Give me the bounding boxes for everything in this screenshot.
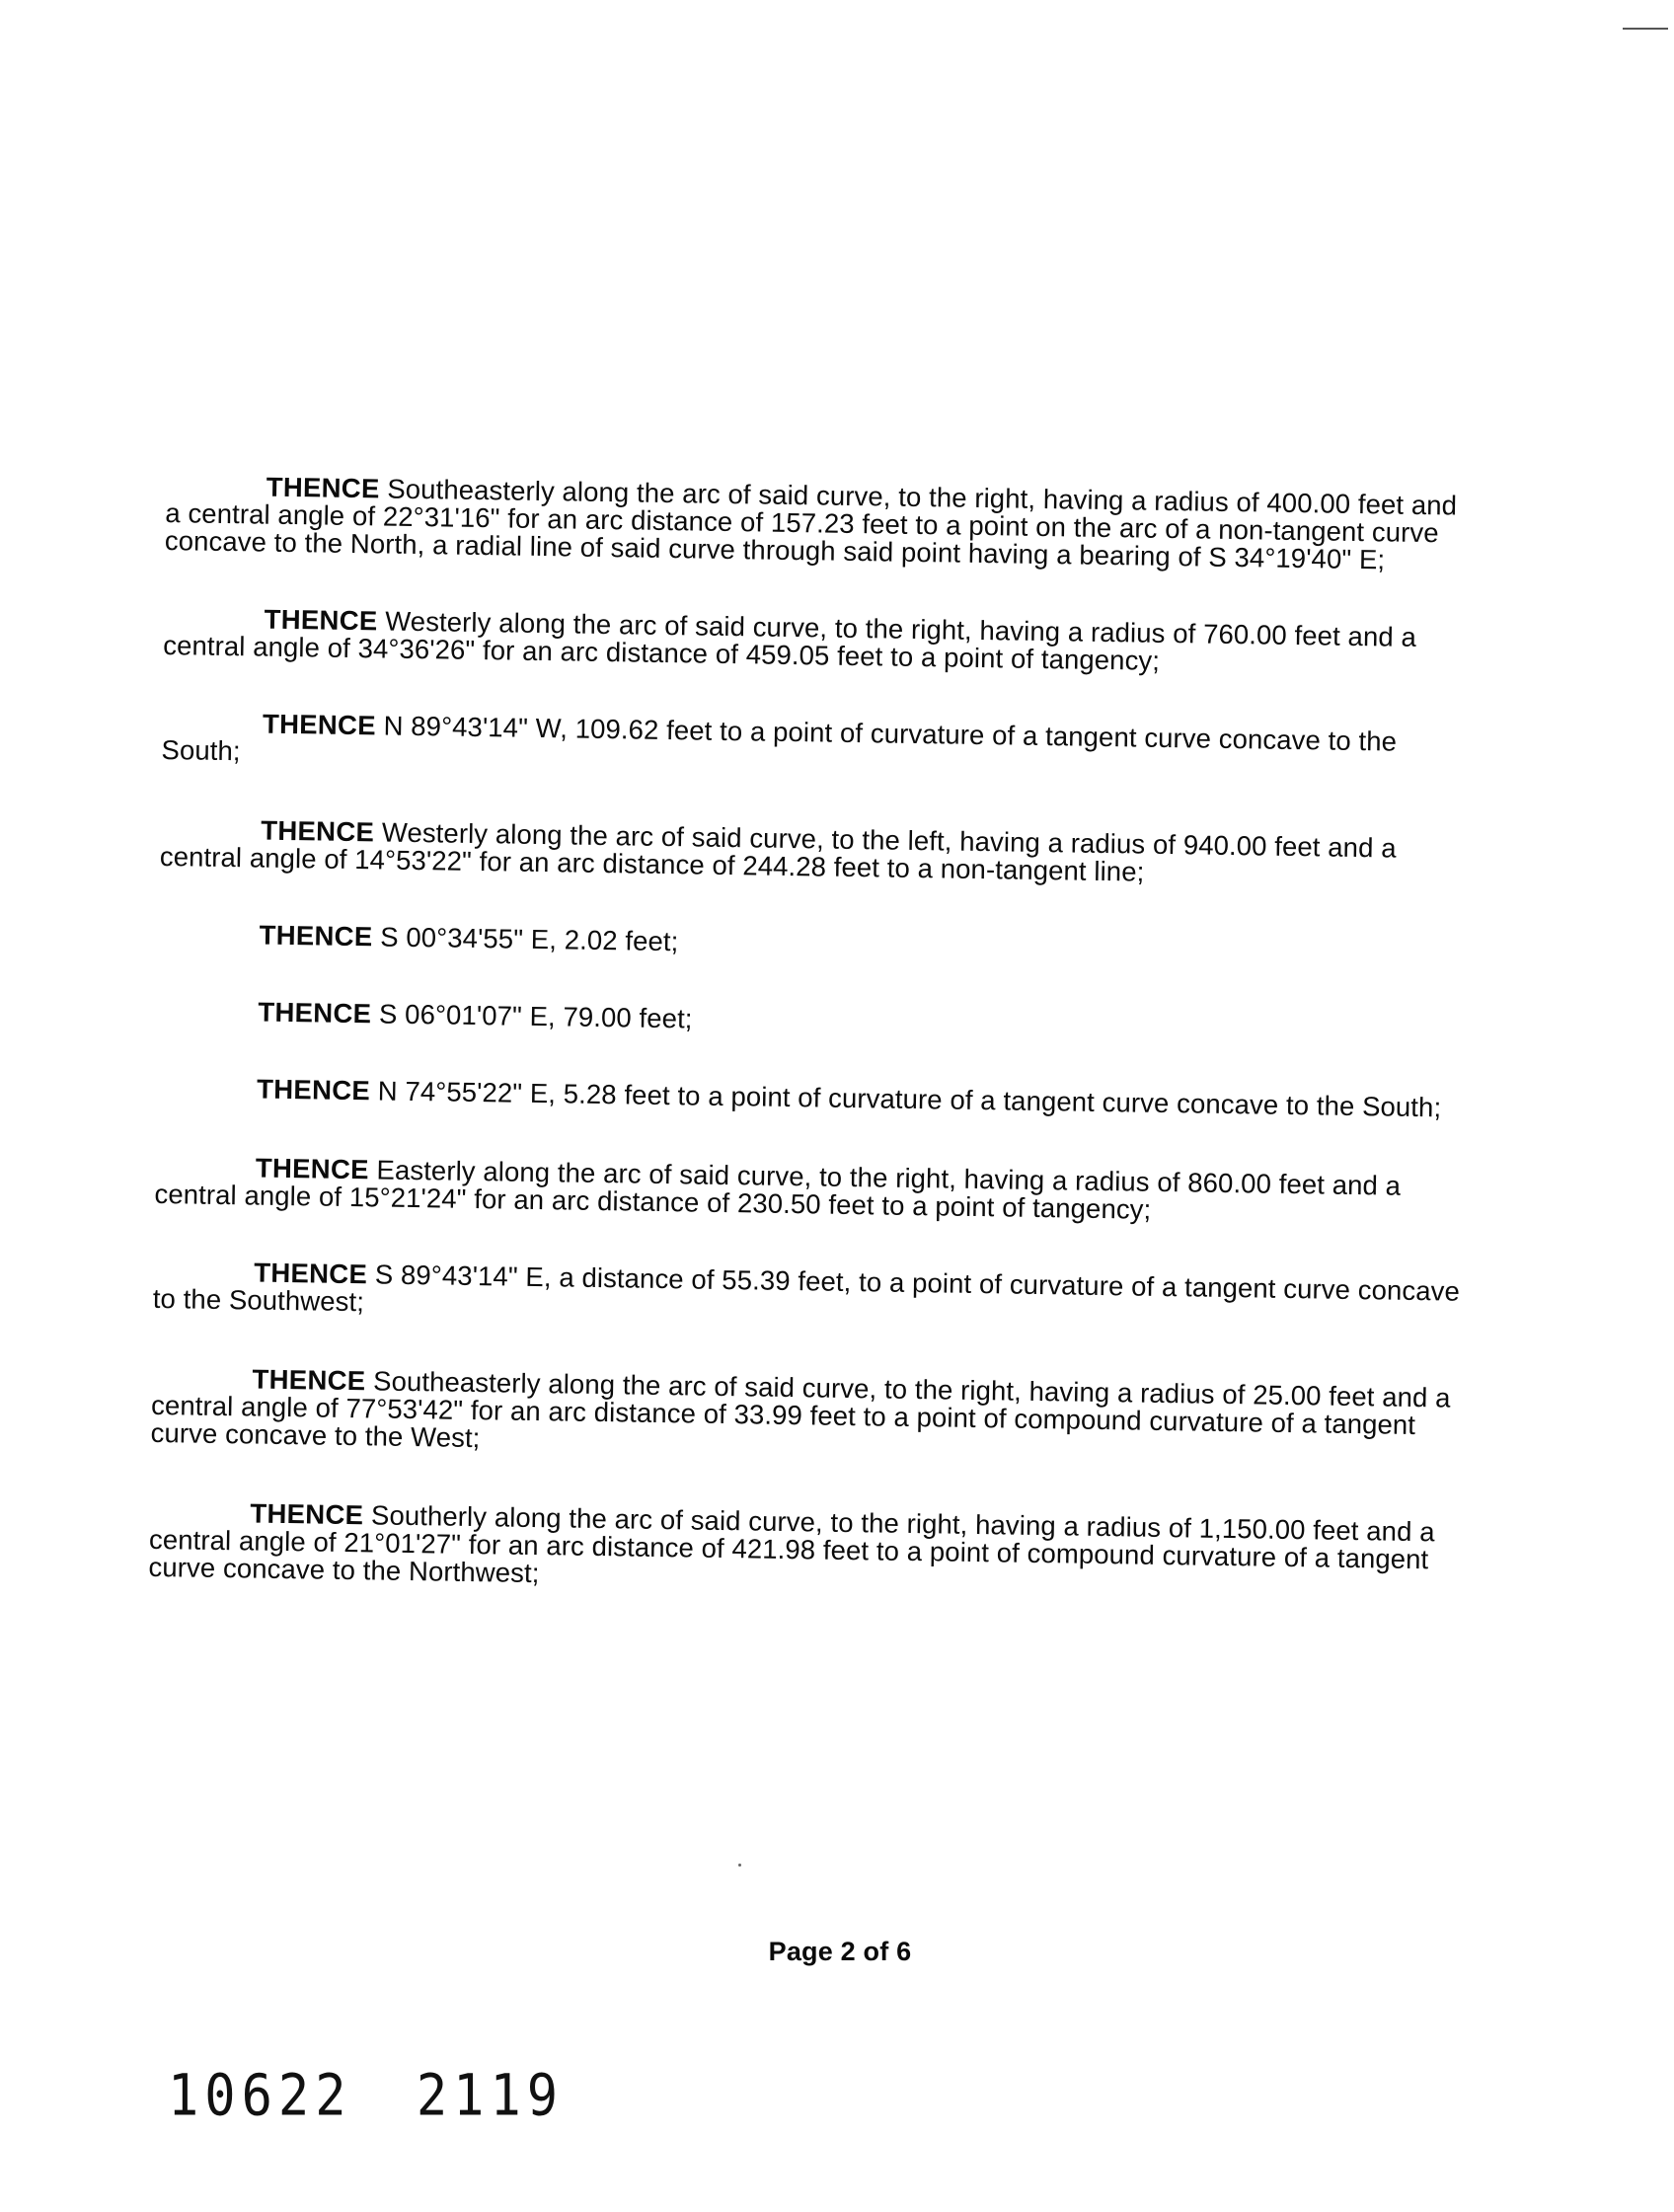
paragraph-text: Westerly along the arc of said curve, to the right, having a radius of 760.00 feet and a central angle of 34°36'26" for an arc distance of 459.05 feet to a point of tangency; [162,605,1417,676]
paragraph-2 [163,604,1471,680]
paragraph-text: Southeasterly along the arc of said curve, to the right, having a radius of 25.00 feet and a central angle of 77°53'42" for an arc distance of 33.99 feet to a point of compound curvature of a tangent curve concave to the West; [150,1365,1451,1454]
thence-keyword: THENCE [256,1073,371,1106]
paragraph-10 [150,1364,1458,1468]
paragraph-7 [156,1074,1463,1122]
paragraph-text: Southerly along the arc of said curve, to the right, having a radius of 1,150.00 feet and a central angle of 21°01'27" for an arc distance of 421.98 feet to a point of compound curvature of a tangent curve concave to the Northwest; [148,1499,1435,1589]
edge-mark [1623,28,1668,30]
paragraph-11 [148,1498,1456,1602]
paragraph-text: Easterly along the arc of said curve, to the right, having a radius of 860.00 feet and a central angle of 15°21'24" for an arc distance of 230.50 feet to a point of tangency; [154,1154,1402,1225]
legal-description-body [148,472,1472,1602]
paragraph-8 [154,1153,1462,1229]
paragraph-text: S 00°34'55" E, 2.02 feet; [372,921,679,957]
paragraph-4 [160,815,1468,891]
paragraph-3 [161,709,1469,785]
thence-keyword: THENCE [252,1363,366,1397]
thence-keyword: THENCE [254,1257,368,1290]
thence-keyword: THENCE [255,1152,370,1185]
recording-number: 10622 2119 [168,2063,565,2130]
paragraph-text: N 89°43'14" W, 109.62 feet to a point of curvature of a tangent curve concave to the South; [161,710,1398,767]
page-number: Page 2 of 6 [768,1937,912,1966]
thence-keyword: THENCE [264,603,378,637]
paragraph-text: N 74°55'22" E, 5.28 feet to a point of curvature of a tangent curve concave to the South; [369,1075,1442,1123]
paragraph-text: Westerly along the arc of said curve, to the left, having a radius of 940.00 feet and a central angle of 14°53'22" for an arc distance of 244.28 feet to a non-tangent line; [159,816,1397,887]
thence-keyword: THENCE [266,471,380,504]
paragraph-text: Southeasterly along the arc of said curve, to the right, having a radius of 400.00 feet and a central angle of 22°31'16" for an arc distance of 157.23 feet to a point on the arc of a non-tangent curve concave to the North, a radial line of said curve through said point having a bearing of S 34°19'40" E; [164,473,1458,575]
thence-keyword: THENCE [261,814,375,848]
paragraph-text: S 06°01'07" E, 79.00 feet; [371,998,693,1034]
paragraph-9 [153,1258,1461,1334]
paragraph-1 [165,472,1473,575]
thence-keyword: THENCE [259,919,373,953]
thence-keyword: THENCE [250,1497,364,1531]
paragraph-6 [157,997,1464,1045]
thence-keyword: THENCE [262,708,377,741]
thence-keyword: THENCE [258,996,372,1030]
paragraph-5 [158,920,1465,968]
paragraph-text: S 89°43'14" E, a distance of 55.39 feet, to a point of curvature of a tangent curve concave to the Southwest; [152,1259,1461,1318]
scan-speck [738,1864,741,1867]
